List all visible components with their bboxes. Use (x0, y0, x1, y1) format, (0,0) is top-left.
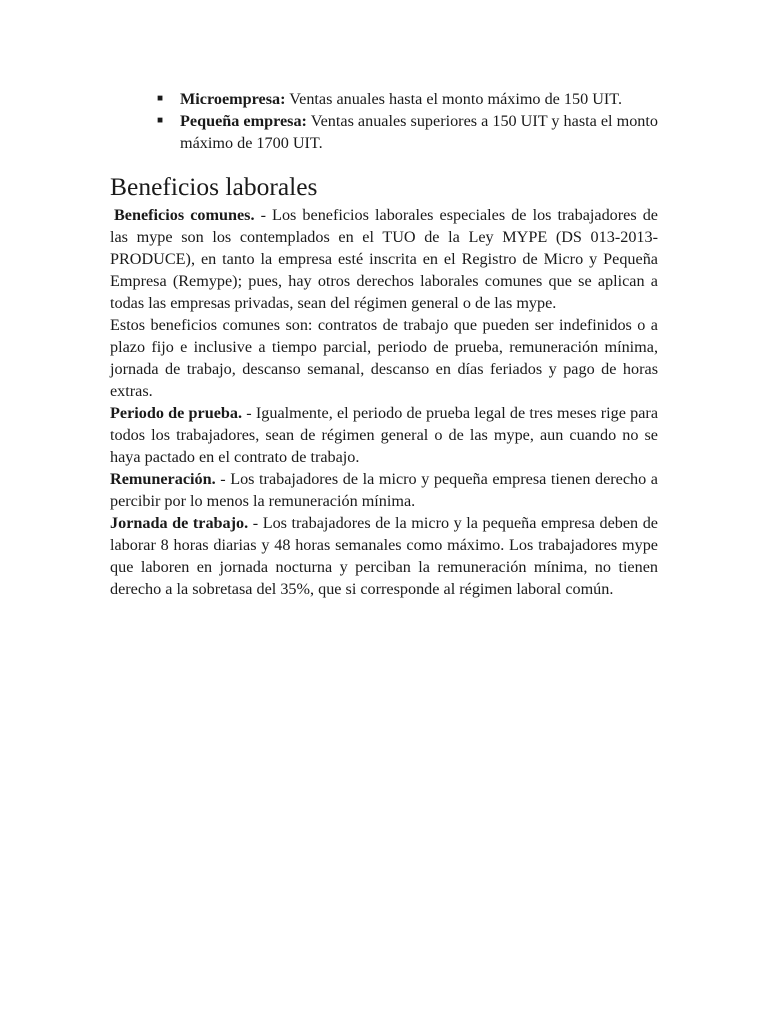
list-item-term: Pequeña empresa: (180, 112, 307, 130)
paragraph-term: Remuneración. (110, 470, 216, 488)
paragraph-beneficios-lista (110, 314, 658, 402)
paragraph-text: - Los trabajadores de la micro y pequeña empresa tienen derecho a percibir por lo menos la remuneración mínima. (110, 470, 658, 510)
paragraph-jornada-trabajo (110, 512, 658, 600)
square-bullet-icon: ■ (157, 115, 164, 126)
list-item-text: Ventas anuales hasta el monto máximo de 150 UIT. (285, 90, 623, 108)
paragraph-text: - Igualmente, el periodo de prueba legal de tres meses rige para todos los trabajadores, sean de régimen general o de las mype, aun cuando no se haya pactado en el contrato de trabajo. (110, 404, 658, 466)
paragraph-periodo-prueba (110, 402, 658, 468)
paragraph-text: - Los beneficios laborales especiales de los trabajadores de las mype son los contemplados en el TUO de la Ley MYPE (DS 013-2013-PRODUCE), en tanto la empresa esté inscrita en el Registro de Micro y Pequeña Empresa (Remype); pues, hay otros derechos laborales comunes que se aplican a todas las empresas privadas, sean del régimen general o de las mype. (110, 206, 658, 312)
list-item-text: Ventas anuales superiores a 150 UIT y hasta el monto máximo de 1700 UIT. (180, 112, 658, 152)
square-bullet-icon: ■ (157, 93, 164, 104)
paragraph-text: Estos beneficios comunes son: contratos de trabajo que pueden ser indefinidos o a plazo fijo e inclusive a tiempo parcial, periodo de prueba, remuneración mínima, jornada de trabajo, descanso semanal, descanso en días feriados y pago de horas extras. (110, 316, 658, 400)
paragraph-beneficios-comunes (110, 204, 658, 314)
list-item-pequena-empresa (157, 110, 658, 154)
paragraph-term: Jornada de trabajo. (110, 514, 249, 532)
list-item-microempresa (157, 88, 658, 110)
document-page (110, 88, 658, 600)
paragraph-term: Periodo de prueba. (110, 404, 243, 422)
paragraph-text: - Los trabajadores de la micro y la pequeña empresa deben de laborar 8 horas diarias y 48 horas semanales como máximo. Los trabajadores mype que laboren en jornada nocturna y perciban la remuneración mínima, no tienen derecho a la sobretasa del 35%, que si corresponde al régimen laboral común. (110, 514, 658, 598)
list-item-term: Microempresa: (180, 90, 286, 108)
section-heading: Beneficios laborales (110, 172, 318, 201)
paragraph-remuneracion (110, 468, 658, 512)
paragraph-term: Beneficios comunes. (114, 206, 255, 224)
company-size-list (110, 88, 658, 154)
